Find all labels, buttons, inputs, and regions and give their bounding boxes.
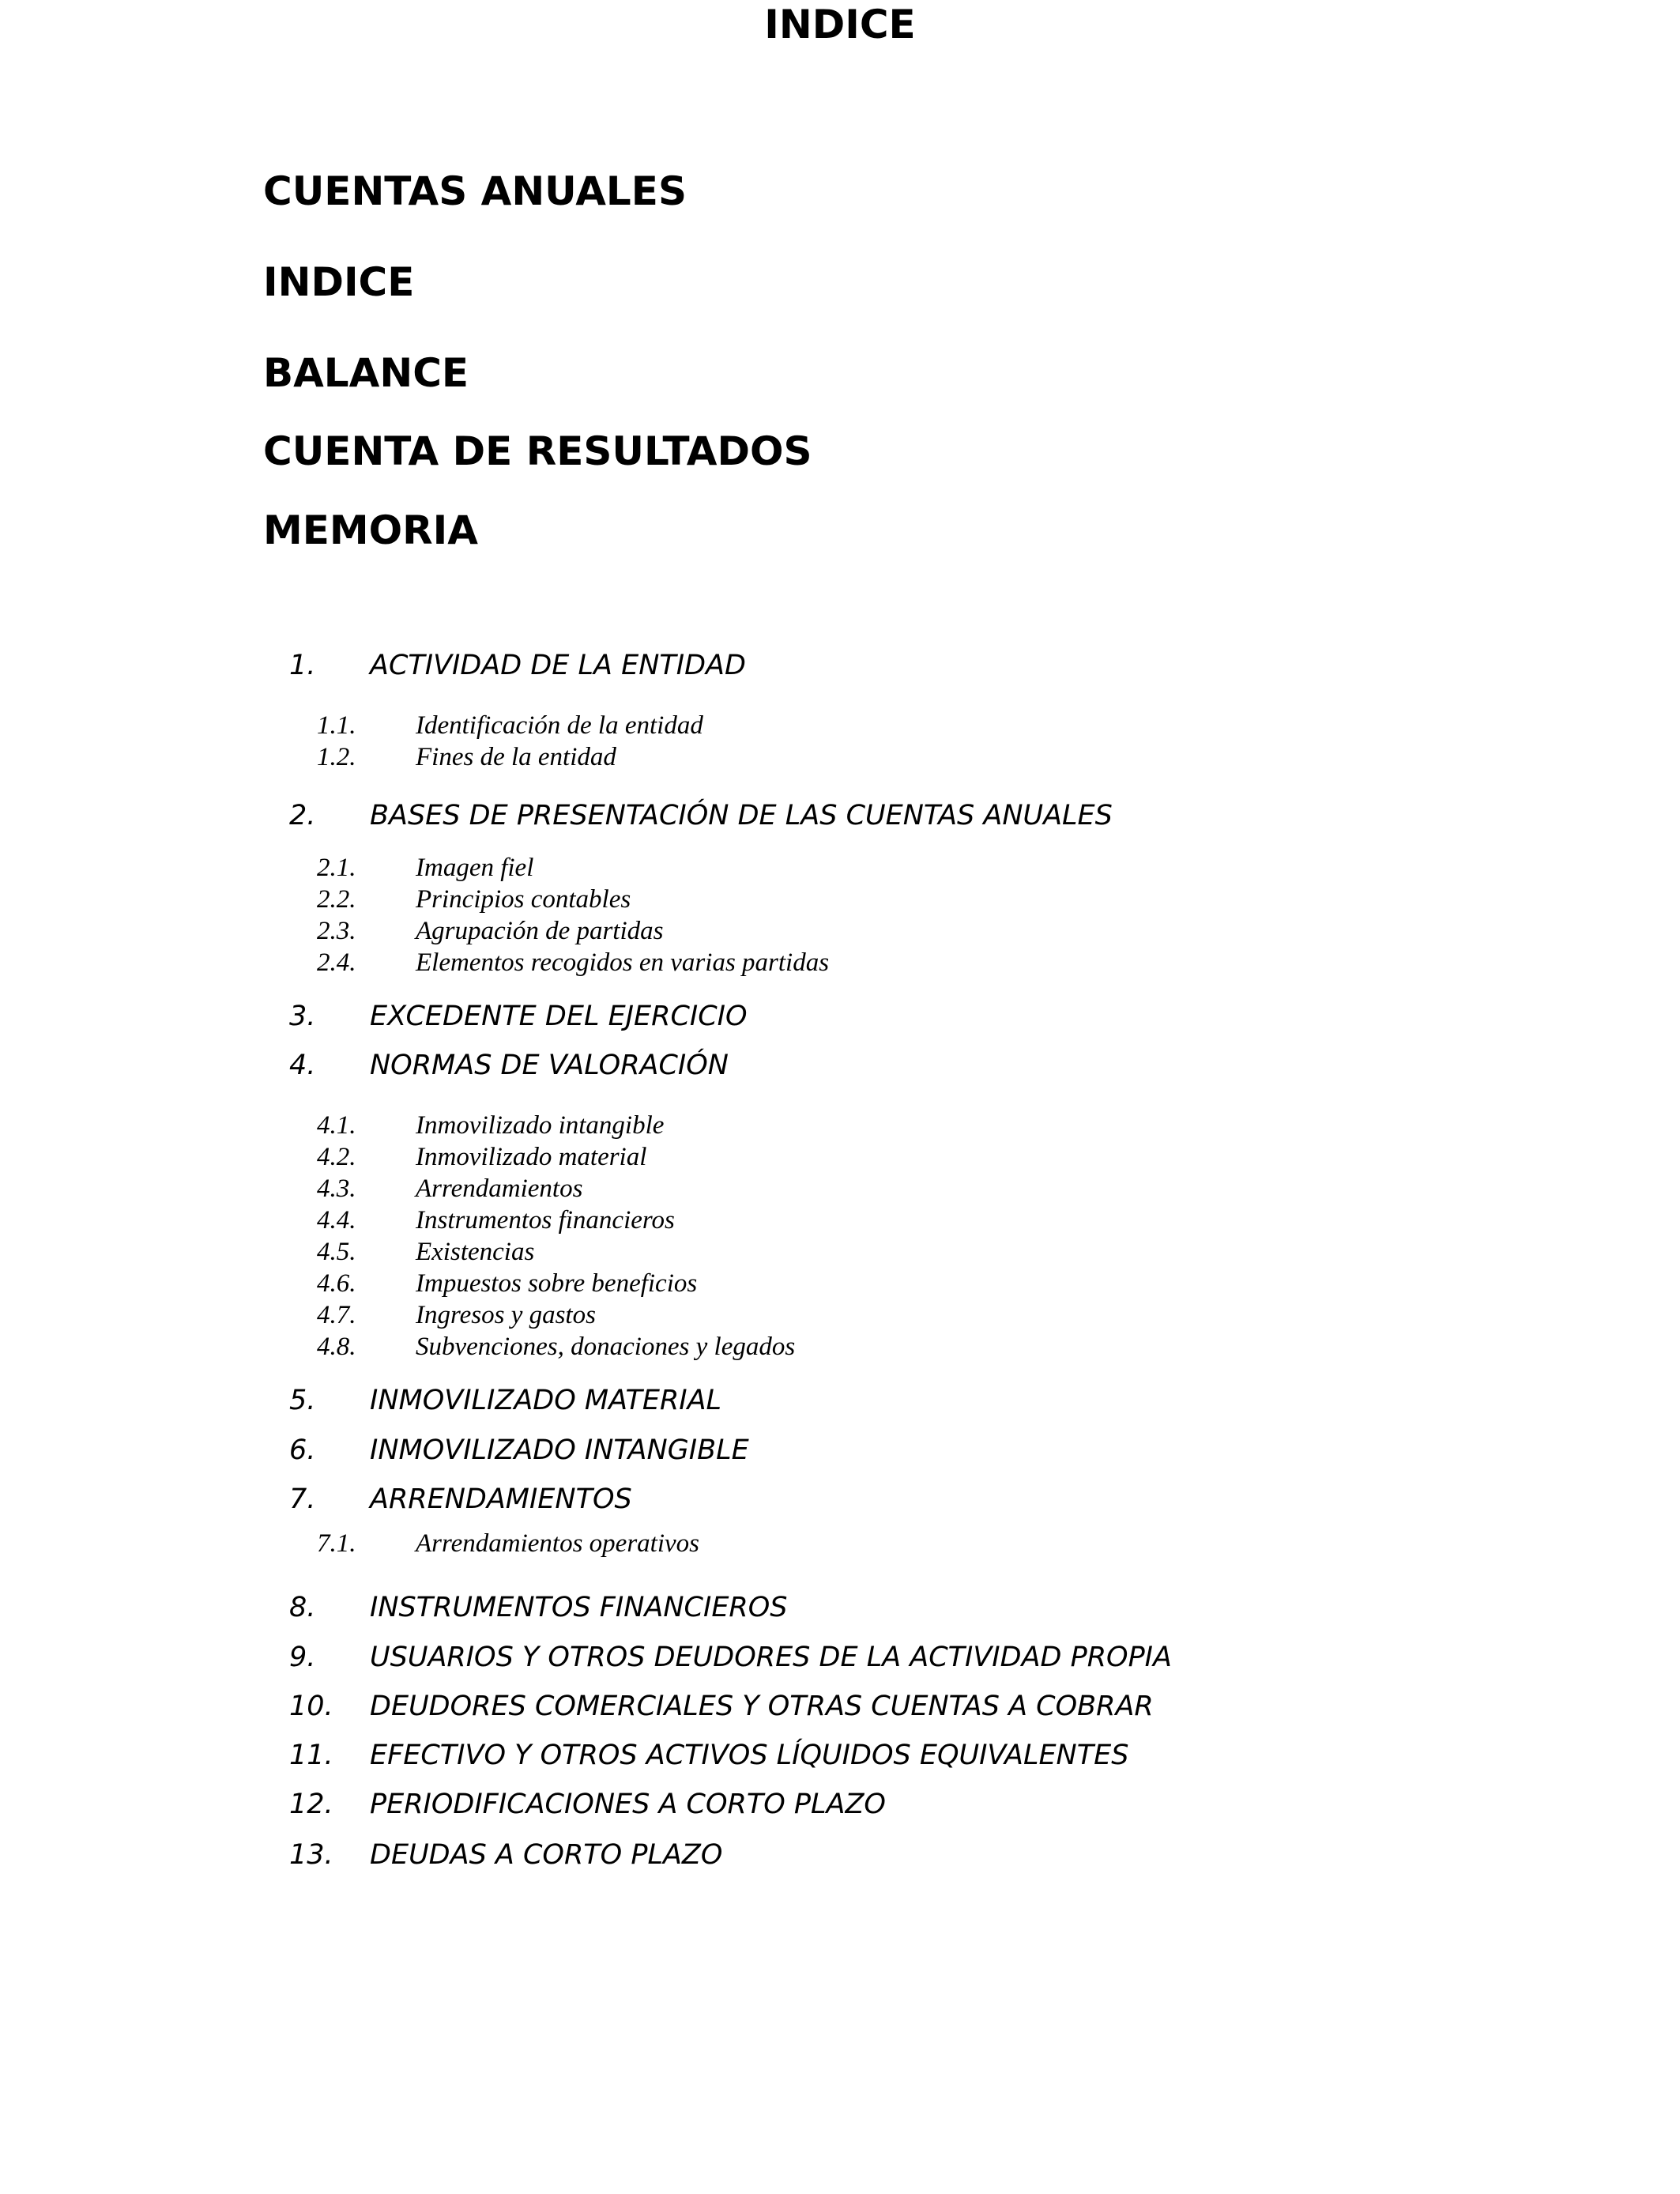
entry-label: Inmovilizado material [416, 1143, 647, 1171]
entry-number: 3. [289, 1001, 316, 1032]
section-cuenta-de-resultados: CUENTA DE RESULTADOS [263, 428, 812, 474]
entry-number: 12. [289, 1789, 333, 1820]
toc-chapter [0, 1433, 1680, 1468]
toc-chapter [0, 1482, 1680, 1517]
entry-label: INMOVILIZADO MATERIAL [370, 1385, 722, 1416]
entry-number: 4.8. [317, 1333, 356, 1361]
entry-number: 4.3. [317, 1174, 356, 1203]
toc-subchapter [0, 1299, 1680, 1331]
entry-number: 5. [289, 1385, 316, 1416]
entry-number: 2. [289, 800, 316, 831]
entry-number: 2.2. [317, 885, 356, 914]
entry-number: 10. [289, 1691, 333, 1722]
entry-label: EXCEDENTE DEL EJERCICIO [370, 1001, 748, 1032]
entry-number: 11. [289, 1740, 333, 1771]
entry-number: 4. [289, 1050, 316, 1081]
section-memoria: MEMORIA [263, 507, 478, 553]
toc-chapter [0, 1048, 1680, 1083]
entry-number: 7. [289, 1483, 316, 1515]
entry-number: 2.1. [317, 854, 356, 882]
entry-label: INSTRUMENTOS FINANCIEROS [370, 1592, 788, 1623]
entry-label: Arrendamientos operativos [416, 1529, 699, 1558]
entry-number: 13. [289, 1839, 333, 1871]
section-balance: BALANCE [263, 350, 469, 396]
entry-label: ARRENDAMIENTOS [370, 1483, 632, 1515]
entry-number: 4.5. [317, 1238, 356, 1266]
entry-number: 2.3. [317, 917, 356, 945]
toc-subchapter [0, 852, 1680, 884]
toc-chapter [0, 1787, 1680, 1822]
entry-label: NORMAS DE VALORACIÓN [370, 1050, 729, 1081]
entry-number: 4.2. [317, 1143, 356, 1171]
entry-label: Elementos recogidos en varias partidas [416, 948, 830, 977]
entry-label: USUARIOS Y OTROS DEUDORES DE LA ACTIVIDAD PROPIA [370, 1642, 1172, 1673]
toc-subchapter [0, 1268, 1680, 1299]
entry-label: EFECTIVO Y OTROS ACTIVOS LÍQUIDOS EQUIVALENTES [370, 1740, 1129, 1771]
entry-number: 6. [289, 1434, 316, 1466]
entry-label: Existencias [416, 1238, 535, 1266]
entry-label: BASES DE PRESENTACIÓN DE LAS CUENTAS ANUALES [370, 800, 1113, 831]
entry-label: Ingresos y gastos [416, 1301, 596, 1329]
toc-chapter [0, 1838, 1680, 1872]
entry-label: Agrupación de partidas [416, 917, 664, 945]
entry-label: Impuestos sobre beneficios [416, 1269, 698, 1298]
toc-subchapter [0, 1236, 1680, 1268]
toc-chapter [0, 798, 1680, 833]
toc-subchapter [0, 710, 1680, 741]
toc-subchapter [0, 741, 1680, 773]
toc-chapter [0, 1590, 1680, 1625]
entry-label: ACTIVIDAD DE LA ENTIDAD [370, 650, 746, 681]
entry-number: 1.1. [317, 711, 356, 740]
toc-subchapter [0, 1110, 1680, 1141]
entry-number: 1. [289, 650, 316, 681]
toc-subchapter [0, 1173, 1680, 1204]
toc-chapter [0, 999, 1680, 1034]
entry-number: 4.7. [317, 1301, 356, 1329]
toc-subchapter [0, 947, 1680, 978]
toc-subchapter [0, 1141, 1680, 1173]
toc-chapter [0, 1738, 1680, 1773]
entry-label: Principios contables [416, 885, 631, 914]
entry-label: Imagen fiel [416, 854, 534, 882]
toc-chapter [0, 1383, 1680, 1418]
entry-number: 4.1. [317, 1111, 356, 1140]
section-cuentas-anuales: CUENTAS ANUALES [263, 168, 687, 214]
entry-label: DEUDAS A CORTO PLAZO [370, 1839, 723, 1871]
entry-label: PERIODIFICACIONES A CORTO PLAZO [370, 1789, 886, 1820]
entry-label: Arrendamientos [416, 1174, 583, 1203]
toc-subchapter [0, 1528, 1680, 1559]
entry-label: Fines de la entidad [416, 743, 616, 771]
toc-chapter [0, 648, 1680, 683]
toc-chapter [0, 1689, 1680, 1724]
toc-subchapter [0, 1331, 1680, 1363]
toc-subchapter [0, 1204, 1680, 1236]
entry-number: 4.4. [317, 1206, 356, 1235]
page-title: INDICE [764, 2, 916, 47]
toc-subchapter [0, 884, 1680, 915]
section-indice: INDICE [263, 259, 415, 305]
toc-chapter [0, 1640, 1680, 1675]
entry-number: 9. [289, 1642, 316, 1673]
entry-label: Instrumentos financieros [416, 1206, 675, 1235]
entry-number: 4.6. [317, 1269, 356, 1298]
entry-label: Subvenciones, donaciones y legados [416, 1333, 796, 1361]
entry-number: 8. [289, 1592, 316, 1623]
entry-number: 1.2. [317, 743, 356, 771]
entry-number: 2.4. [317, 948, 356, 977]
entry-label: Identificación de la entidad [416, 711, 703, 740]
entry-label: DEUDORES COMERCIALES Y OTRAS CUENTAS A COBRAR [370, 1691, 1154, 1722]
entry-label: INMOVILIZADO INTANGIBLE [370, 1434, 749, 1466]
toc-subchapter [0, 915, 1680, 947]
entry-number: 7.1. [317, 1529, 356, 1558]
entry-label: Inmovilizado intangible [416, 1111, 665, 1140]
